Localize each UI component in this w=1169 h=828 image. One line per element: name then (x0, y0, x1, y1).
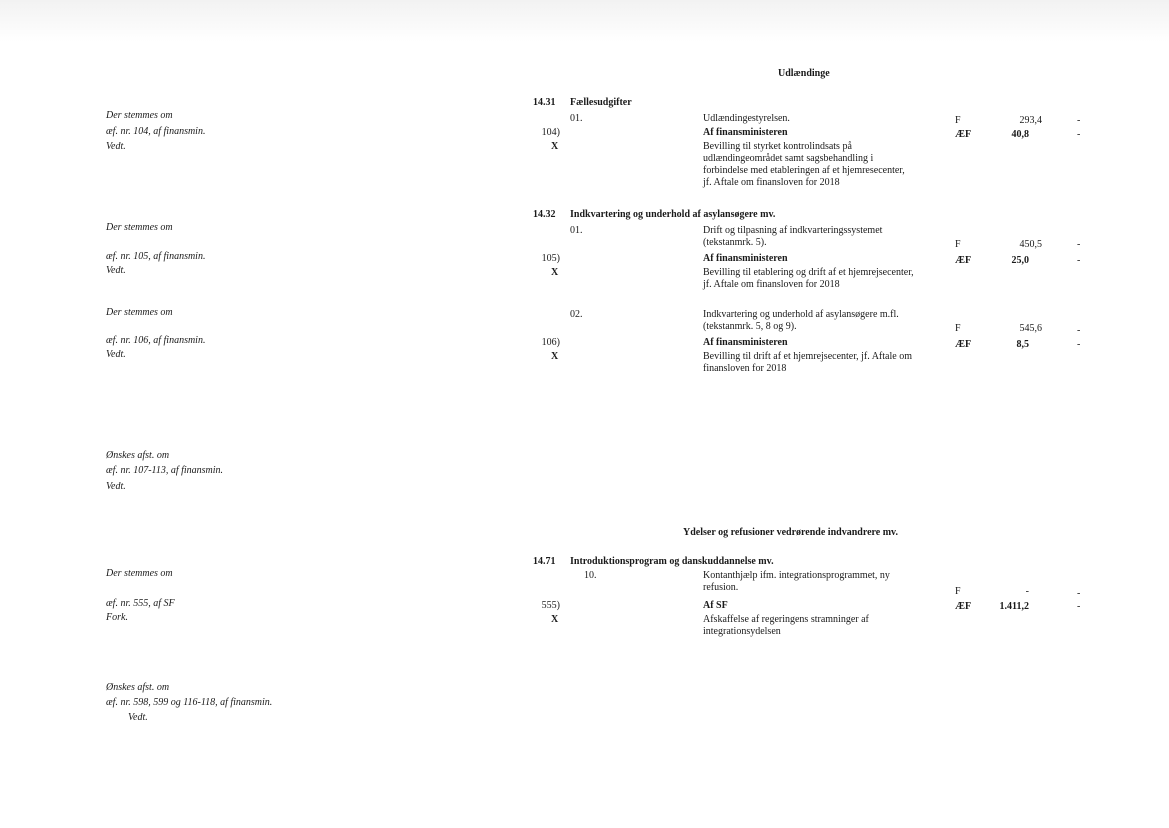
vote-label: Der stemmes om (106, 307, 173, 318)
amendment-number: 104) (541, 127, 560, 138)
amendment-number: 106) (541, 337, 560, 348)
section-title-ydelser: Ydelser og refusioner vedrørende indvandrere mv. (683, 527, 898, 538)
dash: - (1077, 129, 1081, 140)
type-code: ÆF (955, 255, 972, 266)
amendment-description: Bevilling til drift af et hjemrejsecenter, jf. Aftale om finansloven for 2018 (703, 351, 912, 374)
x-mark: X (551, 141, 559, 152)
vote-label: Der stemmes om (106, 222, 173, 233)
section-title-udlaendinge: Udlændinge (778, 68, 830, 79)
amendment-proposer: Af finansministeren (703, 127, 788, 138)
vote-label: Der stemmes om (106, 568, 173, 579)
account-number-1471: 14.71 (533, 556, 556, 567)
dash: - (1077, 115, 1081, 126)
scan-shadow (0, 0, 1169, 42)
amount: 545,6 (1019, 323, 1042, 334)
vote-amendment: æf. nr. 598, 599 og 116-118, af finansmin. (106, 697, 273, 708)
amount: 25,0 (1011, 255, 1029, 266)
amendment-description: Afskaffelse af regeringens stramninger af integrationsydelsen (703, 614, 869, 637)
type-code: ÆF (955, 129, 972, 140)
dash: - (1077, 601, 1081, 612)
vote-amendment: æf. nr. 555, af SF (106, 598, 175, 609)
vote-result: Fork. (106, 612, 128, 623)
x-mark: X (551, 351, 559, 362)
account-title-1471: Introduktionsprogram og danskuddannelse mv. (570, 556, 774, 567)
subaccount-number: 10. (584, 570, 597, 581)
amendment-number: 105) (541, 253, 560, 264)
subaccount-text: Drift og tilpasning af indkvarteringssystemet (tekstanmrk. 5). (703, 225, 883, 248)
subaccount-number: 01. (570, 113, 583, 124)
vote-result: Vedt. (106, 265, 126, 276)
amount: 293,4 (1019, 115, 1042, 126)
vote-result: Vedt. (106, 349, 126, 360)
x-mark: X (551, 267, 559, 278)
subaccount-number: 01. (570, 225, 583, 236)
type-code: F (955, 239, 961, 250)
type-code: F (955, 586, 961, 597)
amount: 40,8 (1011, 129, 1029, 140)
amount: 8,5 (1016, 339, 1029, 350)
vote-amendment: æf. nr. 104, af finansmin. (106, 126, 206, 137)
vote-label: Ønskes afst. om (106, 450, 170, 461)
subaccount-text: Udlændingestyrelsen. (703, 113, 790, 124)
amendment-number: 555) (541, 600, 560, 611)
account-title-1431: Fællesudgifter (570, 97, 632, 108)
dash: - (1077, 239, 1081, 250)
vote-amendment: æf. nr. 105, af finansmin. (106, 251, 206, 262)
vote-result: Vedt. (106, 141, 126, 152)
amendment-proposer: Af SF (703, 600, 728, 611)
amendment-proposer: Af finansministeren (703, 253, 788, 264)
x-mark: X (551, 614, 559, 625)
type-code: ÆF (955, 601, 972, 612)
vote-label: Der stemmes om (106, 110, 173, 121)
account-title-1432: Indkvartering og underhold af asylansøgere mv. (570, 209, 776, 220)
subaccount-text: Indkvartering og underhold af asylansøgere m.fl. (tekstanmrk. 5, 8 og 9). (703, 309, 899, 332)
type-code: F (955, 323, 961, 334)
amount: 1.411,2 (999, 601, 1029, 612)
vote-amendment: æf. nr. 106, af finansmin. (106, 335, 206, 346)
subaccount-number: 02. (570, 309, 583, 320)
vote-amendment: æf. nr. 107-113, af finansmin. (106, 465, 224, 476)
vote-label: Ønskes afst. om (106, 682, 170, 693)
type-code: F (955, 115, 961, 126)
amendment-description: Bevilling til styrket kontrolindsats på udlændingeområdet samt sagsbehandling i forbindelse med etableringen af et hjemresecenter, jf. Aftale om finansloven for 2018 (703, 141, 905, 188)
amount: 450,5 (1019, 239, 1042, 250)
account-number-1431: 14.31 (533, 97, 556, 108)
dash: - (1077, 588, 1081, 599)
amount: - (1025, 586, 1029, 597)
account-number-1432: 14.32 (533, 209, 556, 220)
dash: - (1077, 325, 1081, 336)
amendment-description: Bevilling til etablering og drift af et hjemrejsecenter, jf. Aftale om finansloven for 2018 (703, 267, 914, 290)
subaccount-text: Kontanthjælp ifm. integrationsprogrammet, ny refusion. (703, 570, 890, 593)
amendment-proposer: Af finansministeren (703, 337, 788, 348)
dash: - (1077, 255, 1081, 266)
dash: - (1077, 339, 1081, 350)
vote-result: Vedt. (106, 481, 126, 492)
vote-result: Vedt. (128, 712, 148, 723)
type-code: ÆF (955, 339, 972, 350)
